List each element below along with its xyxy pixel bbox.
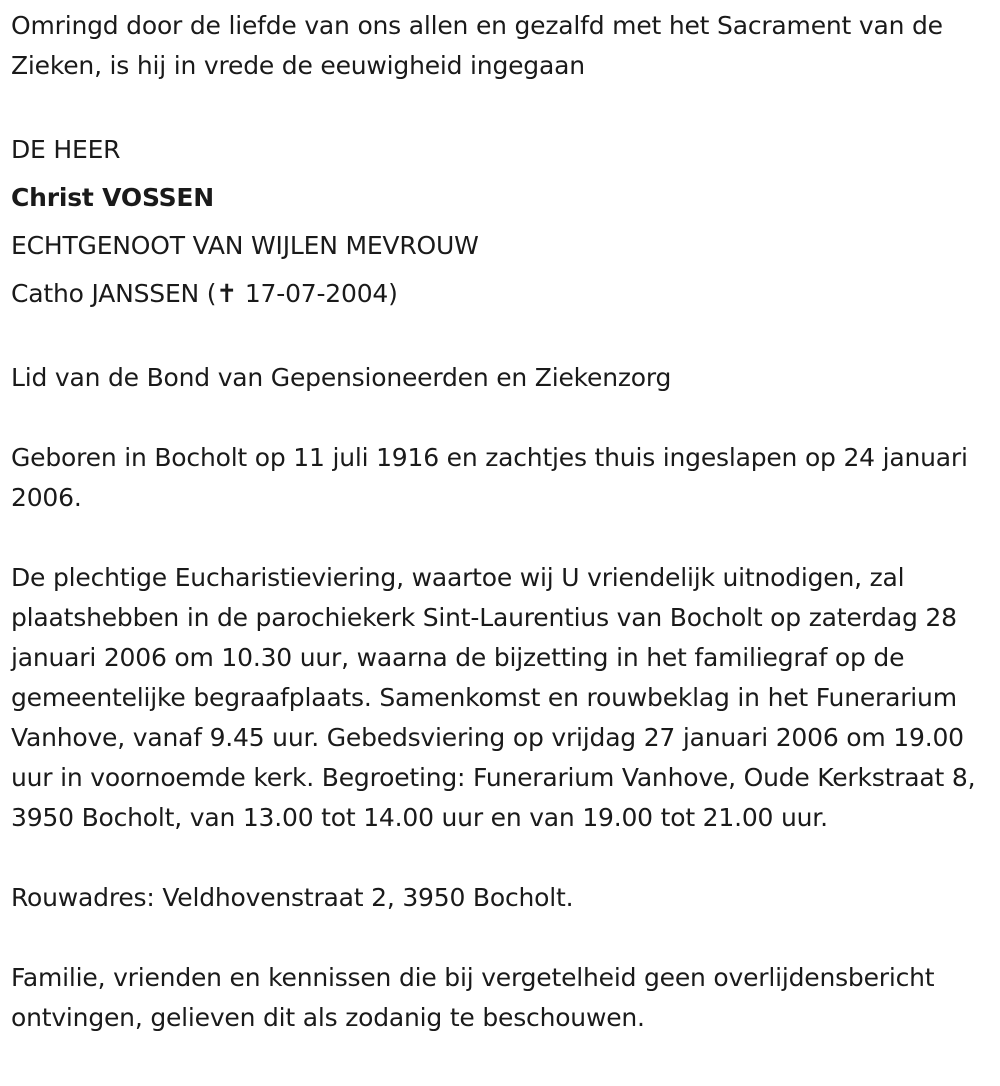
spouse-label: ECHTGENOOT VAN WIJLEN MEVROUW [11,231,479,260]
address-paragraph: Rouwadres: Veldhovenstraat 2, 3950 Bocholt. [11,883,574,912]
birth-death-paragraph: Geboren in Bocholt op 11 juli 1916 en zachtjes thuis ingeslapen op 24 januari 2006. [11,443,968,512]
spouse-name: Catho JANSSEN (✝ 17-07-2004) [11,279,398,308]
deceased-name: Christ VOSSEN [11,183,215,212]
deceased-heading [11,126,986,318]
intro-paragraph: Omringd door de liefde van ons allen en gezalfd met het Sacrament van de Zieken, is hij in vrede de eeuwigheid ingegaan [11,11,943,80]
ceremony-paragraph: De plechtige Eucharistieviering, waartoe wij U vriendelijk uitnodigen, zal plaatshebben in de parochiekerk Sint-Laurentius van Bocholt op zaterdag 28 januari 2006 om 10.30 uur, waarna de bijzetting in het familiegraf op de gemeentelijke begraafplaats. Samenkomst en rouwbeklag in het Funerarium Vanhove, vanaf 9.45 uur. Gebedsviering op vrijdag 27 januari 2006 om 19.00 uur in voornoemde kerk. Begroeting: Funerarium Vanhove, Oude Kerkstraat 8, 3950 Bocholt, van 13.00 tot 14.00 uur en van 19.00 tot 21.00 uur. [11,563,976,832]
title-prefix: DE HEER [11,135,121,164]
membership-paragraph: Lid van de Bond van Gepensioneerden en Ziekenzorg [11,363,672,392]
closing-paragraph: Familie, vrienden en kennissen die bij vergetelheid geen overlijdensbericht ontvingen, gelieven dit als zodanig te beschouwen. [11,963,935,1032]
